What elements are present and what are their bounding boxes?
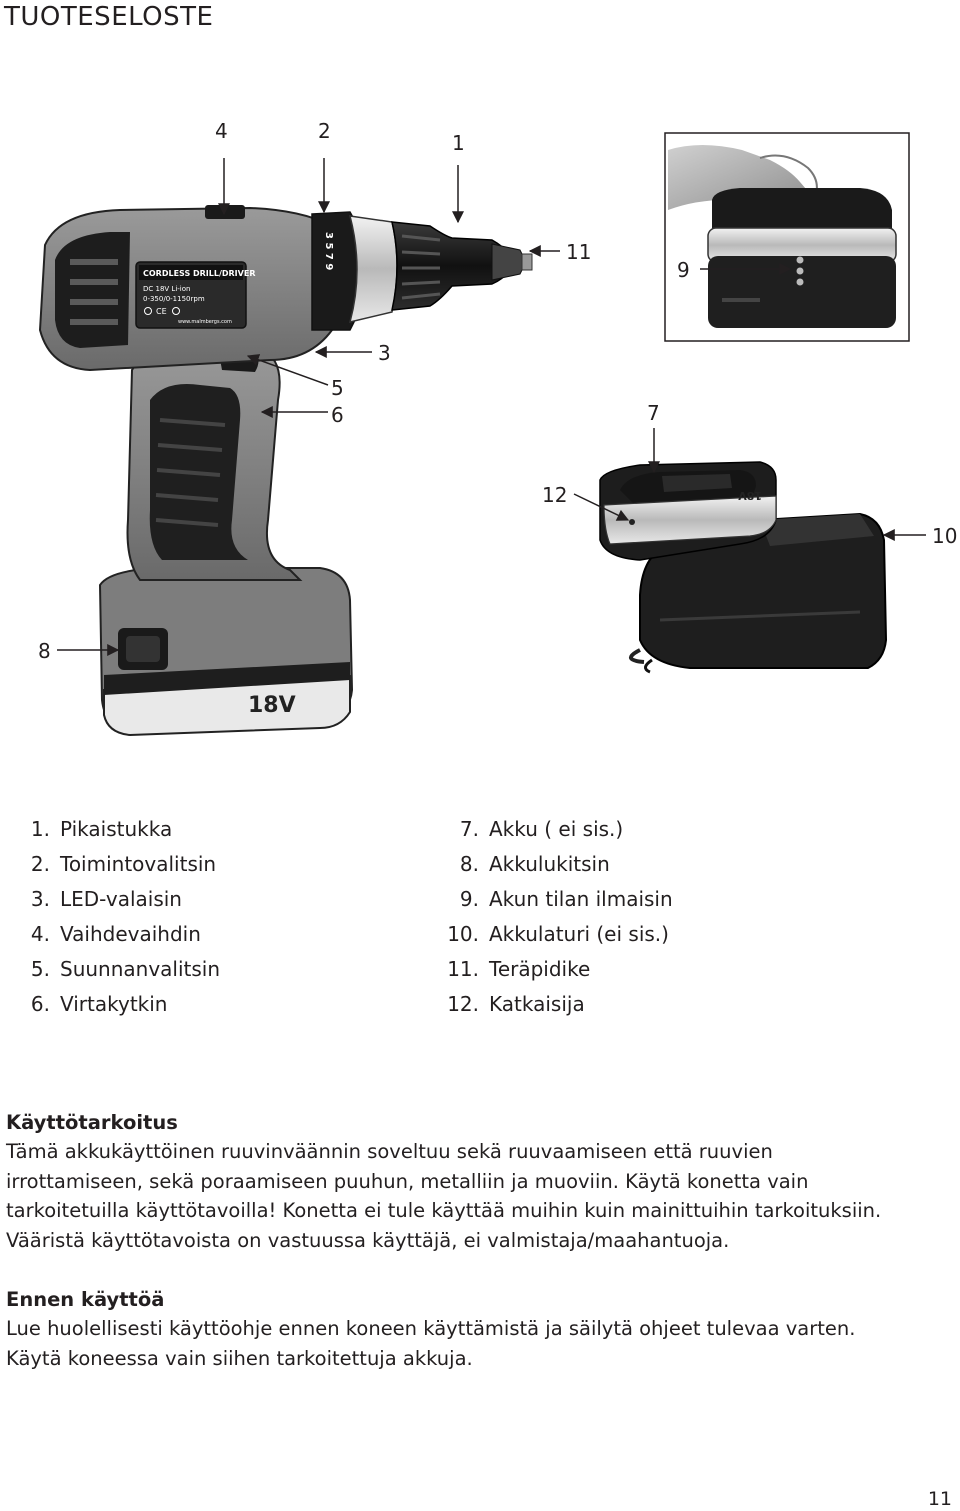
item-number: 3. — [30, 887, 50, 911]
item-label: Virtakytkin — [60, 992, 168, 1016]
before-use-line: Käytä koneessa vain siihen tarkoitettuja akkuja. — [6, 1346, 473, 1370]
item-label: Pikaistukka — [60, 817, 173, 841]
item-number: 7. — [459, 817, 479, 841]
page-number: 11 — [927, 1488, 952, 1510]
callout-4: 4 — [215, 119, 228, 143]
list-item — [24, 955, 220, 990]
item-number: 1. — [30, 817, 50, 841]
item-number: 10. — [447, 922, 479, 946]
item-number: 8. — [459, 852, 479, 876]
charger-image — [600, 462, 886, 672]
item-label: Akkulukitsin — [489, 852, 610, 876]
before-use-heading: Ennen käyttöä — [6, 1288, 165, 1311]
drill-label-title: CORDLESS DRILL/DRIVER — [143, 269, 256, 278]
callout-12: 12 — [542, 483, 568, 507]
callout-2: 2 — [318, 119, 331, 143]
callout-5: 5 — [331, 376, 344, 400]
list-item — [443, 990, 673, 1025]
intended-use-line: irrottamiseen, sekä poraamiseen puuhun, metalliin ja muoviin. Käytä konetta vain — [6, 1169, 809, 1193]
drill-label-spec: DC 18V Li-ion — [143, 285, 191, 293]
callout-8: 8 — [38, 639, 51, 663]
item-label: Suunnanvalitsin — [60, 957, 221, 981]
mode-dial-marks: 3 5 7 9 — [323, 232, 334, 271]
battery-indicator-inset — [665, 133, 909, 341]
list-item — [443, 955, 673, 990]
item-number: 4. — [30, 922, 50, 946]
list-item — [443, 920, 673, 955]
item-number: 11. — [447, 957, 479, 981]
parts-list-right — [443, 815, 673, 1025]
intended-use-line: Vääristä käyttötavoista on vastuussa käyttäjä, ei valmistaja/maahantuoja. — [6, 1228, 730, 1252]
item-number: 12. — [447, 992, 479, 1016]
drill-image — [40, 205, 532, 735]
intended-use-line: tarkoitetuilla käyttötavoilla! Konetta ei tule käyttää muihin kuin mainittuihin tarkoituksiin. — [6, 1199, 882, 1222]
item-label: Toimintovalitsin — [60, 852, 217, 876]
callout-6: 6 — [331, 403, 344, 427]
item-label: Akun tilan ilmaisin — [489, 887, 673, 911]
drill-label-url: www.malmbergs.com — [178, 319, 232, 325]
item-number: 9. — [459, 887, 479, 911]
item-label: Teräpidike — [489, 957, 591, 981]
item-label: Akkulaturi (ei sis.) — [489, 922, 669, 946]
item-label: Katkaisija — [489, 992, 585, 1016]
intended-use-section — [6, 1108, 956, 1255]
callout-7: 7 — [647, 401, 660, 425]
drill-label-rpm: 0-350/0-1150rpm — [143, 295, 205, 303]
svg-text:CE: CE — [156, 307, 167, 316]
list-item — [443, 885, 673, 920]
callout-3: 3 — [378, 341, 391, 365]
list-item — [24, 920, 220, 955]
callout-11: 11 — [566, 240, 592, 264]
list-item — [443, 815, 673, 850]
item-label: Vaihdevaihdin — [60, 922, 201, 946]
item-number: 2. — [30, 852, 50, 876]
callout-10: 10 — [932, 524, 958, 548]
before-use-line: Lue huolellisesti käyttöohje ennen koneen käyttämistä ja säilytä ohjeet tulevaa varten. — [6, 1317, 856, 1340]
battery-voltage-mark: 18V — [248, 693, 296, 718]
before-use-section — [6, 1285, 956, 1373]
parts-list-left — [24, 815, 220, 1025]
page-title: TUOTESELOSTE — [4, 2, 214, 32]
callout-1: 1 — [452, 131, 465, 155]
list-item — [443, 850, 673, 885]
item-label: LED-valaisin — [60, 887, 182, 911]
svg-text:18V: 18V — [738, 489, 762, 502]
callout-9: 9 — [677, 258, 690, 282]
list-item — [24, 885, 220, 920]
list-item — [24, 850, 220, 885]
intended-use-heading: Käyttötarkoitus — [6, 1111, 178, 1134]
list-item — [24, 990, 220, 1025]
intended-use-line: Tämä akkukäyttöinen ruuvinväännin soveltuu sekä ruuvaamiseen että ruuvien — [6, 1140, 773, 1163]
item-number: 5. — [30, 957, 50, 981]
item-label: Akku ( ei sis.) — [489, 817, 624, 841]
list-item — [24, 815, 220, 850]
item-number: 6. — [30, 992, 50, 1016]
